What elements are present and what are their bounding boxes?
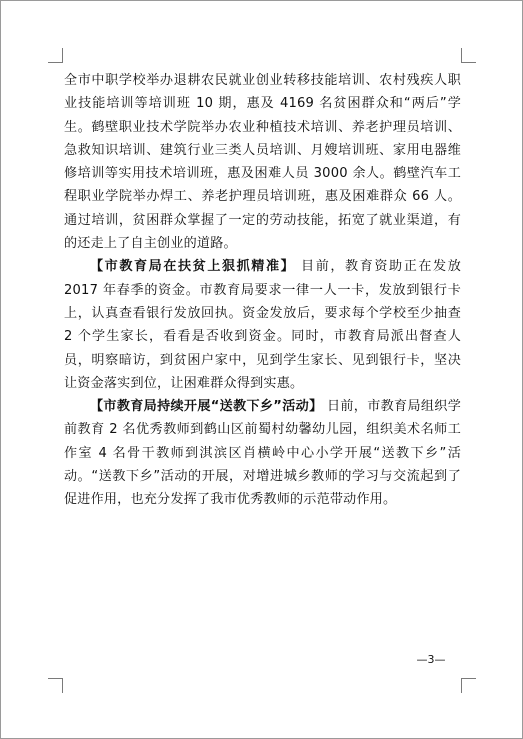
paragraph-precise-poverty-alleviation: [64, 255, 461, 395]
paragraph-text: 日前，市教育局组织学前教育 2 名优秀教师到鹤山区前蜀村幼馨幼儿园，组织美术名师工作室 4 名骨干教师到淇滨区肖横岭中心小学开展“送教下乡”活动。“送教下乡”活动的开展，对增进城乡教师的学习与交流起到了促进作用，也充分发挥了我市优秀教师的示范带动作用。: [64, 399, 461, 508]
crop-mark-bottom-right: [461, 678, 476, 693]
paragraph-heading: 【市教育局持续开展“送教下乡”活动】: [90, 399, 323, 415]
paragraph-heading: 【市教育局在扶贫上狠抓精准】: [90, 259, 296, 275]
paragraph-training: [64, 69, 461, 255]
paragraph-text: 目前，教育资助正在发放 2017 年春季的资金。市教育局要求一律一人一卡，发放到银行卡上，认真查看银行发放回执。资金发放后，要求每个学校至少抽查 2 个学生家长，看看是否收到资金。同时，市教育局派出督查人员，明察暗访，到贫困户家中，见到学生家长、见到银行卡，坚决让资金落实到位，让困难群众得到实惠。: [64, 259, 461, 391]
page-number: —3—: [416, 653, 446, 666]
paragraph-teaching-to-countryside: [64, 395, 461, 511]
crop-mark-top-right: [461, 48, 476, 63]
crop-mark-top-left: [48, 48, 63, 63]
crop-mark-bottom-left: [48, 678, 63, 693]
document-body: [64, 69, 461, 512]
paragraph-text: 全市中职学校举办退耕农民就业创业转移技能培训、农村残疾人职业技能培训等培训班 10 期，惠及 4169 名贫困群众和“两后”学生。鹤壁职业技术学院举办农业种植技术培训、养老护理员培训、急救知识培训、建筑行业三类人员培训、月嫂培训班、家用电器维修培训等实用技术培训班，惠及困难人员 3000 余人。鹤壁汽车工程职业学院举办焊工、养老护理员培训班，惠及困难群众 66 人。通过培训，贫困群众掌握了一定的劳动技能，拓宽了就业渠道，有的还走上了自主创业的道路。: [64, 73, 461, 252]
